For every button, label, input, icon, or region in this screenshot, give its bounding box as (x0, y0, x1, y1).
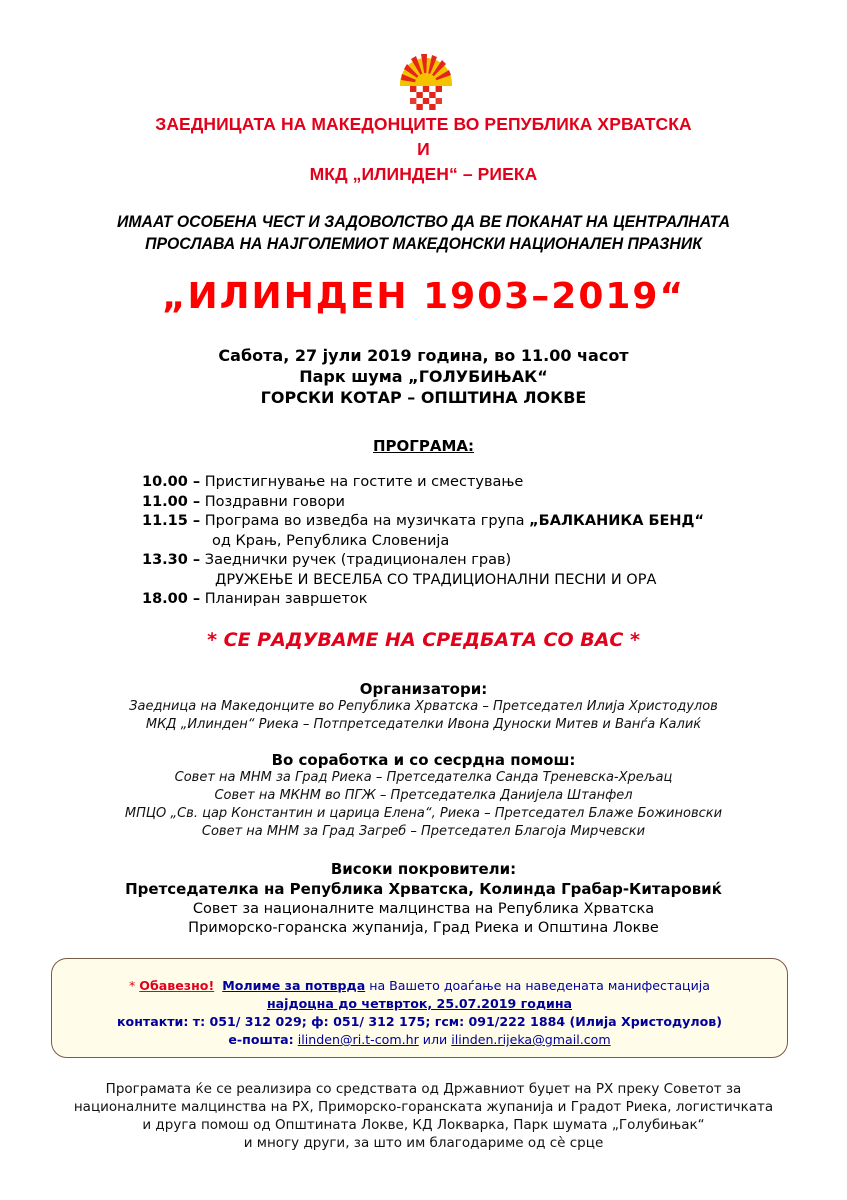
program-time: 11.15 – (142, 513, 201, 529)
footer-line: и друга помош од Општината Локве, КД Локварка, Парк шумата „Голубињак“ (142, 1117, 705, 1133)
program-text: Програма во изведба на музичката група (204, 513, 530, 529)
tagline: * СЕ РАДУВАМЕ НА СРЕДБАТА СО ВАС * (207, 629, 640, 651)
event-date-time: Сабота, 27 јули 2019 година, во 11.00 часот (218, 346, 629, 365)
organizer-line: МКД „Илинден“ Риека – Потпретседателки Ивона Дуноски Митев и Ванѓа Калиќ (145, 717, 702, 732)
program-item-continuation: од Крањ, Република Словенија (212, 532, 450, 549)
patrons-heading: Високи покровители: (330, 860, 517, 878)
confirmation-request: Молиме за потврда (222, 978, 366, 993)
organization-heading-line1: ЗАЕДНИЦАТА НА МАКЕДОНЦИТЕ ВО РЕПУБЛИКА ХРВАТСКА (155, 114, 692, 134)
organization-heading-conjunction: И (417, 139, 430, 159)
footer-line: Програмата ќе се реализира со средствата од Државниот буџет на РХ преку Советот за (105, 1081, 742, 1097)
email-label: е-пошта: (228, 1032, 294, 1047)
community-logo (398, 50, 454, 112)
invitation-line1: ИМААТ ОСОБЕНА ЧЕСТ И ЗАДОВОЛСТВО ДА ВЕ ПОКАНАТ НА ЦЕНТРАЛНАТА (116, 212, 730, 231)
sun-checkerboard-emblem-icon (398, 50, 454, 112)
cooperation-line: Совет на МНМ за Град Риека – Претседателка Санда Треневска-Хрељац (174, 770, 673, 785)
program-time: 13.30 – (142, 552, 201, 568)
cooperation-line: МПЦО „Св. цар Константин и царица Елена“, Риека – Претседател Блаже Божиновски (124, 806, 723, 821)
program-item (142, 590, 704, 610)
cooperation-line: Совет на МНМ за Град Загреб – Претседател Благоја Мирчевски (201, 824, 646, 839)
patron-main: Претседателка на Република Хрватска, Колинда Грабар-Китаровиќ (125, 880, 722, 898)
program-heading: ПРОГРАМА: (373, 437, 474, 455)
program-time: 11.00 – (142, 493, 201, 510)
organizers-heading: Организатори: (359, 680, 488, 698)
asterisk: * (128, 978, 136, 993)
program-time: 18.00 – (142, 591, 201, 607)
email-separator: или (418, 1032, 452, 1047)
invitation-line2: ПРОСЛАВА НА НАЈГОЛЕМИОТ МАКЕДОНСКИ НАЦИОНАЛЕН ПРАЗНИК (145, 234, 702, 253)
program-list (142, 473, 704, 610)
rsvp-box (51, 958, 788, 1058)
program-item (142, 473, 704, 493)
program-text: Заеднички ручек (традиционален грав) (204, 552, 512, 568)
organizer-line: Заедница на Македонците во Република Хрватска – Претседател Илија Христодулов (129, 699, 718, 714)
email-link-secondary[interactable]: ilinden.rijeka@gmail.com (451, 1032, 611, 1047)
patron-line: Совет за националните малцинства на Република Хрватска (192, 901, 655, 917)
event-venue: Парк шума „ГОЛУБИЊАК“ (299, 367, 548, 386)
event-title: „ИЛИНДЕН 1903–2019“ (161, 276, 686, 317)
event-location: ГОРСКИ КОТАР – ОПШТИНА ЛОКВЕ (260, 388, 587, 407)
cooperation-line: Совет на МКНМ во ПГЖ – Претседателка Данијела Штанфел (214, 788, 633, 803)
confirmation-request-rest: на Вашето доаѓање на наведената манифестација (365, 978, 711, 993)
mandatory-label: Обавезно! (139, 978, 215, 993)
rsvp-deadline: најдоцна до четврток, 25.07.2019 година (266, 996, 573, 1011)
cooperation-heading: Во соработка и со сесрдна помош: (271, 751, 576, 769)
band-name: „БАЛКАНИКА БЕНД“ (529, 513, 705, 529)
organization-heading-line2: МКД „ИЛИНДЕН“ – РИЕКА (309, 164, 538, 184)
program-item (142, 551, 704, 571)
program-item-continuation: ДРУЖЕЊЕ И ВЕСЕЛБА СО ТРАДИЦИОНАЛНИ ПЕСНИ И ОРА (215, 571, 657, 588)
footer-line: националните малцинства на РХ, Приморско-горанската жупанија и Градот Риека, логистичката (73, 1099, 774, 1115)
rsvp-contacts: контакти: т: 051/ 312 029; ф: 051/ 312 175; гсм: 091/222 1884 (Илија Христодулов) (117, 1014, 722, 1029)
patron-line: Приморско-горанска жупанија, Град Риека и Општина Локве (188, 920, 659, 936)
rsvp-email-line (52, 1031, 787, 1049)
email-link-primary[interactable]: ilinden@ri.t-com.hr (297, 1032, 419, 1047)
program-item (142, 512, 704, 532)
program-text: Планиран завршеток (204, 591, 368, 607)
program-time: 10.00 – (142, 474, 201, 490)
rsvp-request-line (52, 977, 787, 995)
program-text: Поздравни говори (204, 493, 345, 510)
program-text: Пристигнување на гостите и сместување (204, 474, 524, 490)
footer-line: и многу други, за што им благодариме од сè срце (243, 1135, 604, 1151)
program-item (142, 493, 704, 513)
